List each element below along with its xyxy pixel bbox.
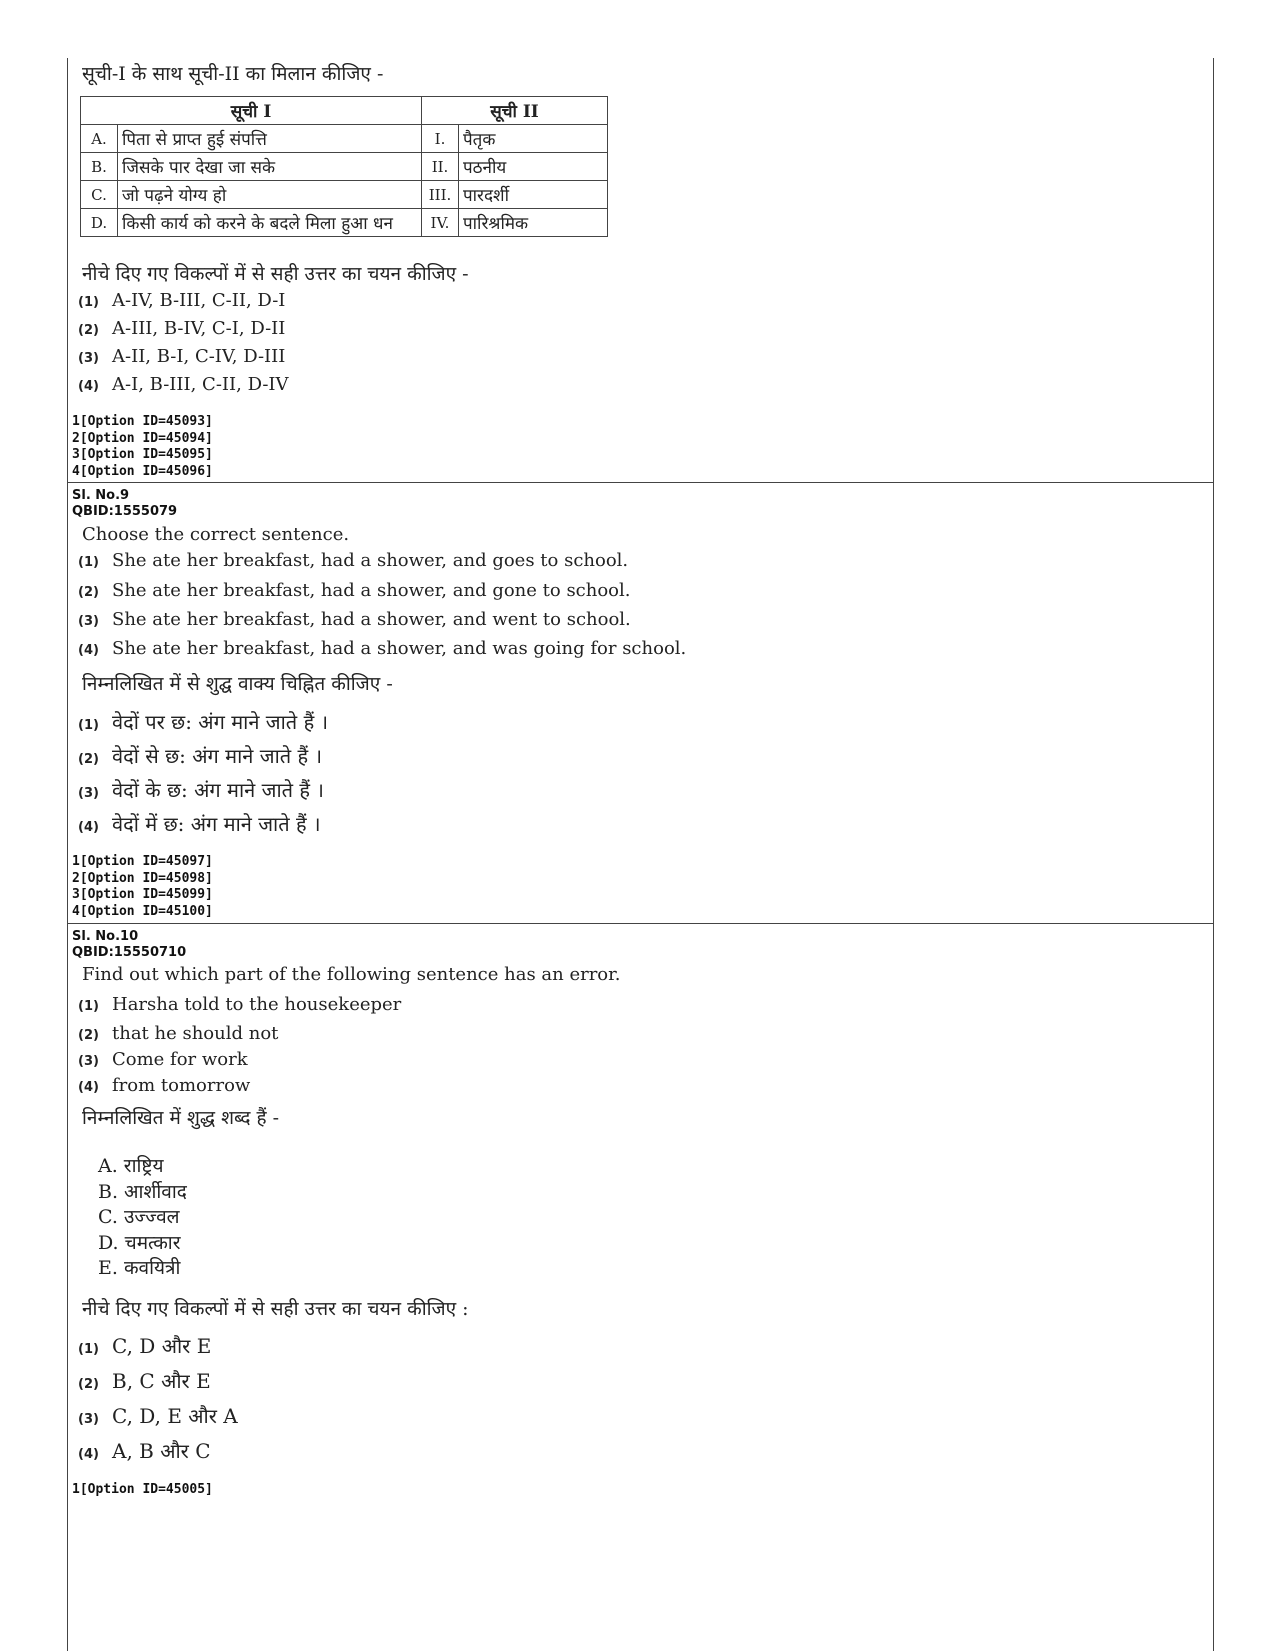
q9-meta	[72, 488, 177, 520]
option-number: (4)	[78, 820, 99, 835]
option-number: (1)	[78, 555, 99, 570]
q10-meta	[72, 929, 186, 961]
match-table	[80, 96, 608, 237]
option-text: that he should not	[112, 1023, 279, 1044]
option-number: (4)	[78, 379, 99, 394]
option-text: वेदों में छ: अंग माने जाते हैं ।	[112, 812, 321, 836]
option-number: (2)	[78, 323, 99, 338]
option-number: (4)	[78, 643, 99, 658]
table-header-list-1: सूची I	[81, 97, 422, 125]
option-text: C, D और E	[112, 1334, 212, 1358]
q10-option-hi-2[interactable]	[78, 1367, 211, 1394]
row-value: जिसके पार देखा जा सके	[118, 153, 422, 181]
word-item: C. उज्ज्वल	[98, 1206, 180, 1228]
q8-option-1[interactable]	[78, 290, 285, 311]
option-text: वेदों से छ: अंग माने जाते हैं ।	[112, 744, 323, 768]
q8-prompt: सूची-I के साथ सूची-II का मिलान कीजिए -	[82, 63, 384, 85]
table-row	[81, 153, 608, 181]
option-text: Come for work	[112, 1049, 248, 1070]
q9-option-hi-4[interactable]	[78, 810, 321, 837]
row-key: B.	[81, 153, 118, 181]
row-value-2: पारिश्रमिक	[459, 209, 608, 237]
q9-option-1[interactable]	[78, 550, 628, 571]
option-text: She ate her breakfast, had a shower, and went to school.	[112, 609, 631, 630]
qbid: QBID:15550710	[72, 945, 187, 960]
option-number: (3)	[78, 1412, 99, 1427]
q8-instruction: नीचे दिए गए विकल्पों में से सही उत्तर का चयन कीजिए -	[82, 263, 469, 285]
option-id: 3[Option ID=45099]	[72, 887, 213, 902]
option-number: (4)	[78, 1447, 99, 1462]
option-number: (1)	[78, 718, 99, 733]
q9-prompt-hi: निम्नलिखित में से शुद्घ वाक्य चिह्नित कीजिए -	[82, 673, 393, 695]
q9-option-hi-1[interactable]	[78, 708, 328, 735]
q10-option-hi-4[interactable]	[78, 1437, 211, 1464]
q10-option-ids	[72, 1482, 213, 1499]
option-text: वेदों के छ: अंग माने जाते हैं ।	[112, 778, 324, 802]
option-number: (3)	[78, 786, 99, 801]
row-key-2: IV.	[422, 209, 459, 237]
q10-option-hi-1[interactable]	[78, 1332, 211, 1359]
word-item: A. राष्ट्रिय	[98, 1155, 164, 1177]
q9-option-4[interactable]	[78, 638, 686, 659]
qbid: QBID:1555079	[72, 504, 178, 519]
option-number: (1)	[78, 999, 99, 1014]
row-value-2: पारदर्शी	[459, 181, 608, 209]
divider	[68, 923, 1213, 924]
option-number: (1)	[78, 1342, 99, 1357]
row-key: C.	[81, 181, 118, 209]
option-number: (2)	[78, 585, 99, 600]
option-number: (3)	[78, 1054, 99, 1069]
option-text: A-III, B-IV, C-I, D-II	[112, 318, 286, 339]
option-id: 4[Option ID=45096]	[72, 463, 213, 479]
row-value: पिता से प्राप्त हुई संपत्ति	[118, 125, 422, 153]
option-number: (4)	[78, 1080, 99, 1095]
option-id: 2[Option ID=45098]	[72, 870, 213, 886]
option-id: 1[Option ID=45005]	[72, 1482, 213, 1497]
option-text: She ate her breakfast, had a shower, and gone to school.	[112, 580, 631, 601]
q9-option-3[interactable]	[78, 609, 631, 630]
q9-prompt-en: Choose the correct sentence.	[82, 524, 350, 545]
word-item: E. कवयित्री	[98, 1257, 181, 1279]
q10-option-2[interactable]	[78, 1023, 278, 1044]
q10-option-1[interactable]	[78, 994, 401, 1015]
q10-option-3[interactable]	[78, 1049, 248, 1070]
option-text: वेदों पर छ: अंग माने जाते हैं ।	[112, 710, 329, 734]
row-key-2: I.	[422, 125, 459, 153]
table-header-list-2: सूची II	[422, 97, 608, 125]
option-text: A-I, B-III, C-II, D-IV	[112, 374, 289, 395]
option-number: (3)	[78, 614, 99, 629]
option-text: Harsha told to the housekeeper	[112, 994, 402, 1015]
table-row	[81, 209, 608, 237]
option-text: from tomorrow	[112, 1075, 251, 1096]
table-row	[81, 125, 608, 153]
option-id: 1[Option ID=45097]	[72, 854, 213, 869]
option-text: She ate her breakfast, had a shower, and goes to school.	[112, 550, 629, 571]
option-text: B, C और E	[112, 1369, 211, 1393]
option-number: (2)	[78, 1028, 99, 1043]
option-text: C, D, E और A	[112, 1404, 238, 1428]
row-value-2: पठनीय	[459, 153, 608, 181]
option-text: A-IV, B-III, C-II, D-I	[112, 290, 286, 311]
q10-word-list	[98, 1154, 187, 1282]
serial-number: Sl. No.9	[72, 488, 130, 503]
q10-option-4[interactable]	[78, 1075, 250, 1096]
q10-option-hi-3[interactable]	[78, 1402, 238, 1429]
row-value: किसी कार्य को करने के बदले मिला हुआ धन	[118, 209, 422, 237]
question-paper-frame	[67, 58, 1214, 1651]
row-key: D.	[81, 209, 118, 237]
option-number: (3)	[78, 351, 99, 366]
q9-option-hi-2[interactable]	[78, 742, 322, 769]
option-id: 1[Option ID=45093]	[72, 414, 213, 429]
q8-option-ids	[72, 414, 213, 480]
row-key: A.	[81, 125, 118, 153]
q9-option-2[interactable]	[78, 580, 631, 601]
q9-option-hi-3[interactable]	[78, 776, 324, 803]
word-item: B. आर्शीवाद	[98, 1180, 187, 1203]
q8-option-4[interactable]	[78, 374, 289, 395]
q9-option-ids	[72, 854, 213, 920]
q10-prompt-en: Find out which part of the following sentence has an error.	[82, 964, 621, 985]
row-value-2: पैतृक	[459, 125, 608, 153]
row-key-2: II.	[422, 153, 459, 181]
q10-instruction: नीचे दिए गए विकल्पों में से सही उत्तर का चयन कीजिए :	[82, 1298, 469, 1320]
option-number: (1)	[78, 295, 99, 310]
table-row	[81, 181, 608, 209]
word-item: D. चमत्कार	[98, 1231, 181, 1254]
divider	[68, 482, 1213, 483]
option-text: A-II, B-I, C-IV, D-III	[112, 346, 286, 367]
row-value: जो पढ़ने योग्य हो	[118, 181, 422, 209]
option-id: 4[Option ID=45100]	[72, 903, 213, 919]
option-number: (2)	[78, 1377, 99, 1392]
option-number: (2)	[78, 752, 99, 767]
q10-prompt-hi: निम्नलिखित में शुद्ध शब्द हैं -	[82, 1107, 280, 1129]
option-text: She ate her breakfast, had a shower, and was going for school.	[112, 638, 687, 659]
row-key-2: III.	[422, 181, 459, 209]
q8-option-2[interactable]	[78, 318, 285, 339]
q8-option-3[interactable]	[78, 346, 285, 367]
serial-number: Sl. No.10	[72, 929, 139, 944]
option-id: 3[Option ID=45095]	[72, 447, 213, 462]
option-text: A, B और C	[112, 1439, 211, 1463]
option-id: 2[Option ID=45094]	[72, 430, 213, 446]
